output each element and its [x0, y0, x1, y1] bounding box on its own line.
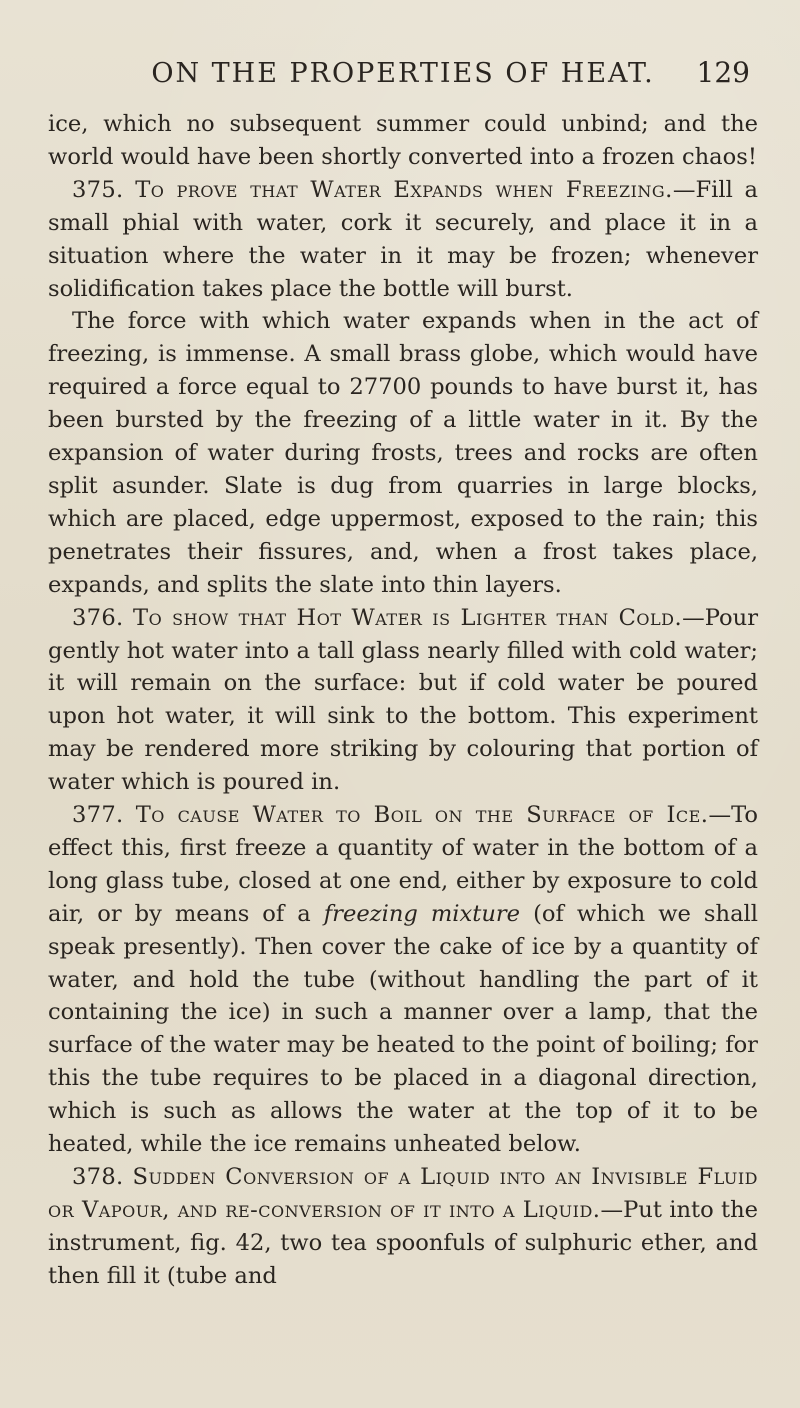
paragraph-text: —Pour gently hot water into a tall glass nearly filled with cold water; it will remain on the surface: but if cold water be poured upon hot water, it will sink to the bottom. This experiment may be rendered more striking by colouring that portion of water which is poured in.: [48, 604, 758, 796]
paragraph-number: 377.: [72, 802, 124, 829]
emphasis-text: freezing mixture: [323, 900, 521, 927]
page-number: 129: [696, 56, 750, 89]
paragraph-text: (of which we shall speak presently). Then cover the cake of ice by a quantity of water, and hold the tube (without handling the part of it containing the ice) in such a manner over a lamp, that the surface of the water may be heated to the point of boiling; for this the tube requires to be placed in a diagonal direction, which is such as allows the water at the top of it to be heated, while the ice remains unheated below.: [48, 900, 758, 1158]
running-title: ON THE PROPERTIES OF HEAT.: [151, 58, 655, 89]
paragraph-375-continued: [48, 305, 758, 601]
paragraph-heading: To show that Hot Water is Lighter than Cold.: [133, 604, 683, 631]
paragraph-heading: To cause Water to Boil on the Surface of Ice.: [135, 802, 709, 829]
running-head: [48, 50, 758, 94]
body-text: [48, 108, 758, 1293]
paragraph-377: [48, 799, 758, 1161]
paragraph-number: 376.: [72, 604, 124, 631]
paragraph-text: —Put into the instrument, fig. 42, two tea spoonfuls of sulphuric ether, and then fill it (tube and: [48, 1196, 758, 1289]
paragraph-376: [48, 602, 758, 799]
paragraph-heading: To prove that Water Expands when Freezing.: [135, 176, 673, 203]
paragraph-text: —Fill a small phial with water, cork it securely, and place it in a situation where the water in it may be frozen; whenever solidification takes place the bottle will burst.: [48, 176, 758, 302]
paragraph-number: 375.: [72, 176, 124, 203]
paragraph-375: [48, 174, 758, 306]
paragraph-text: The force with which water expands when in the act of freezing, is immense. A small brass globe, which would have required a force equal to 27700 pounds to have burst it, has been bursted by the freezing of a little water in it. By the expansion of water during frosts, trees and rocks are often split asunder. Slate is dug from quarries in large blocks, which are placed, edge uppermost, exposed to the rain; this penetrates their fissures, and, when a frost takes place, expands, and splits the slate into thin layers.: [48, 308, 758, 598]
paragraph-continuation: [48, 108, 758, 174]
paragraph-number: 378.: [72, 1164, 124, 1190]
paragraph-378: [48, 1161, 758, 1293]
paragraph-heading: Sudden Conversion of a Liquid into an Invisible Fluid or Vapour, and re-conversion of it into a Liquid.: [48, 1164, 758, 1223]
paragraph-text: —To effect this, first freeze a quantity of water in the bottom of a long glass tube, closed at one end, either by exposure to cold air, or by means of a: [48, 802, 759, 927]
paragraph-text: ice, which no subsequent summer could unbind; and the world would have been shortly converted into a frozen chaos!: [48, 111, 758, 170]
